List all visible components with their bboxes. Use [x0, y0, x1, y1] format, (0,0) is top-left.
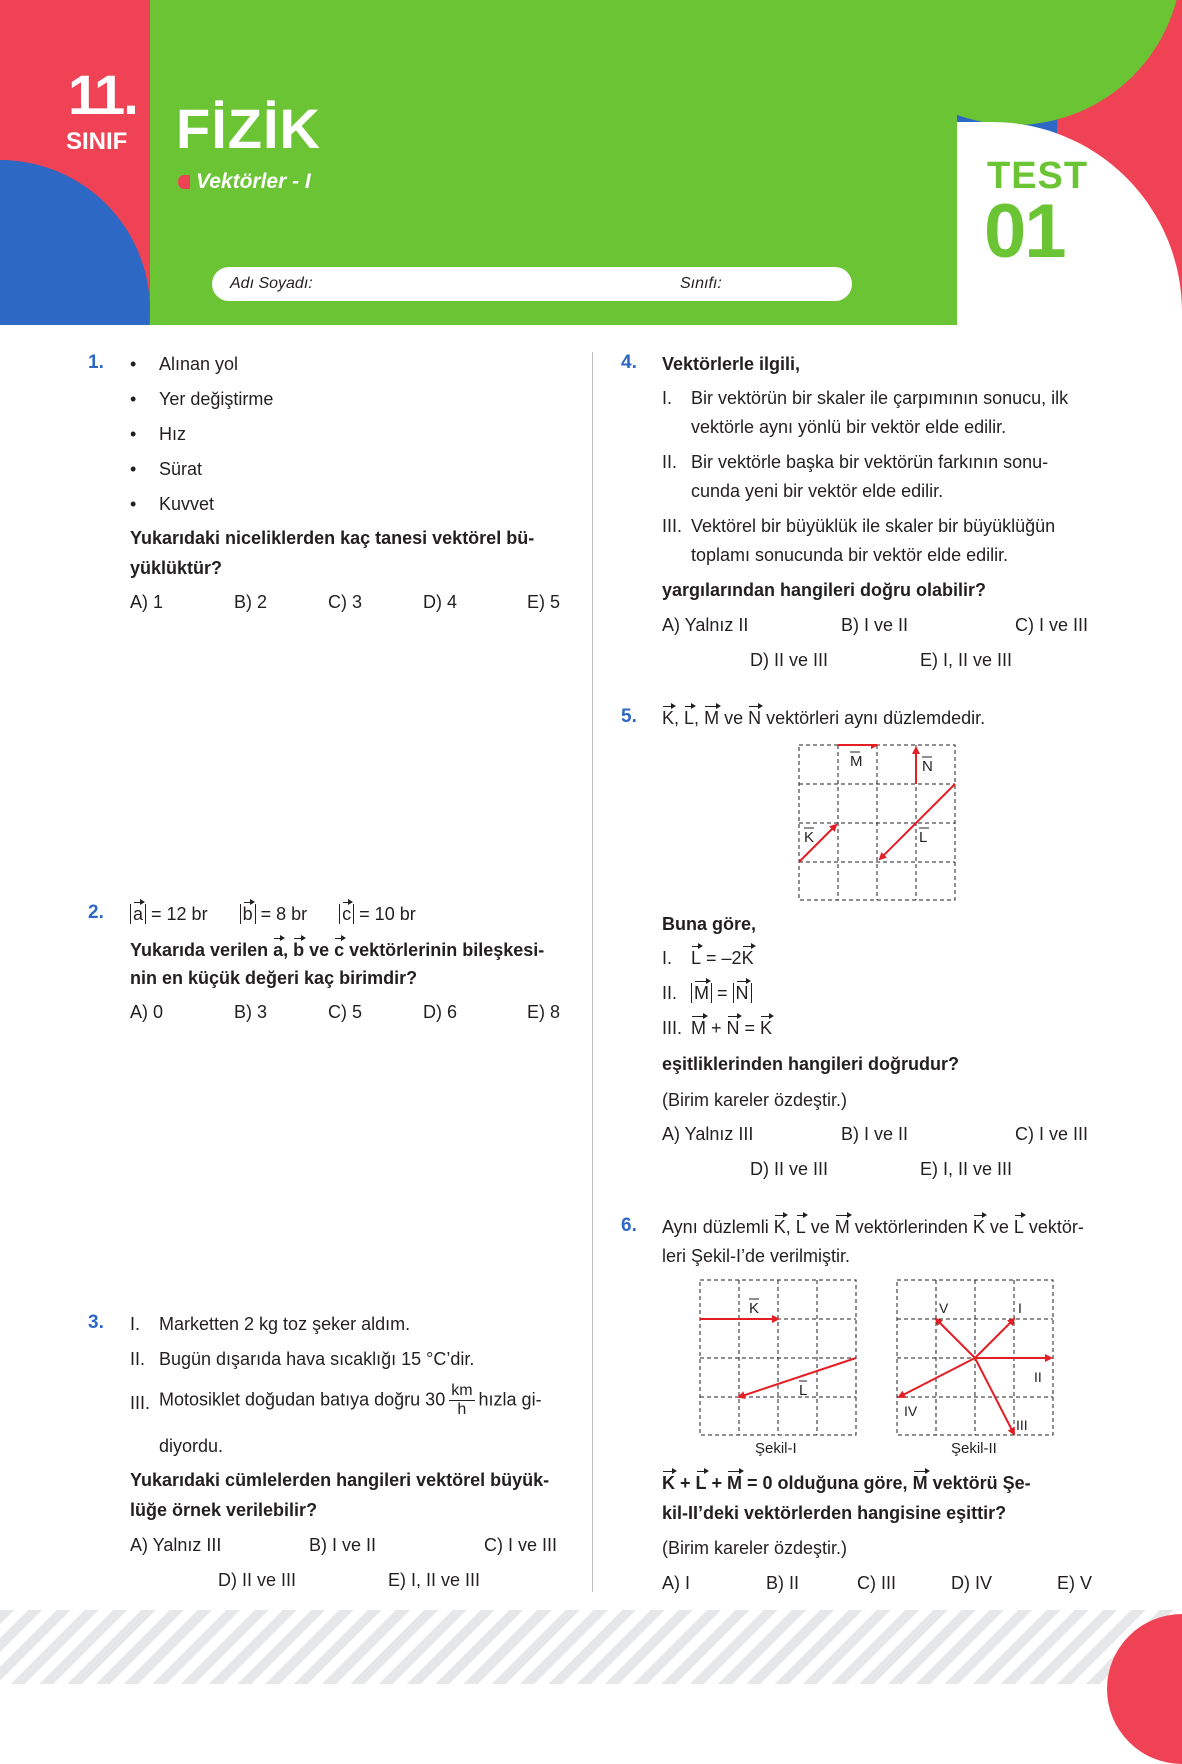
- q3-option-a[interactable]: A) Yalnız III: [130, 1535, 222, 1555]
- q1-option-e[interactable]: E) 5: [527, 592, 561, 612]
- q2-a-value: = 12 br: [146, 904, 208, 924]
- q5-vector-grid-figure: [798, 744, 958, 902]
- q1-option-b[interactable]: B) 2: [234, 592, 268, 612]
- vector-l: L: [795, 1217, 806, 1237]
- q2-abs-c: [339, 904, 354, 924]
- q6-stem-post: vektörü Şe-: [927, 1473, 1031, 1493]
- vector-l: L: [691, 948, 702, 968]
- q1-bullet-dot: •: [130, 389, 137, 409]
- q1-bullet-item: Hız: [159, 424, 186, 444]
- q6-intro-line2: leri Şekil-I’de verilmiştir.: [662, 1246, 851, 1266]
- q5-label-l: L: [919, 829, 928, 846]
- grade-number: 11.: [68, 63, 137, 126]
- q3-item: Bugün dışarıda hava sıcaklığı 15 °C’dir.: [159, 1349, 475, 1369]
- q5-stem: eşitliklerinden hangileri doğrudur?: [662, 1054, 960, 1074]
- q1-bullet-item: Alınan yol: [159, 354, 239, 374]
- q2-abs-a: [130, 904, 146, 924]
- q2-b-value: = 8 br: [255, 904, 308, 924]
- q6-figure-2: [896, 1279, 1056, 1437]
- test-label: TEST: [987, 155, 1089, 197]
- q6-fig1-caption: Şekil-I: [755, 1440, 797, 1457]
- q6-stem-line1: [662, 1473, 1031, 1494]
- q5-intro: [662, 708, 985, 729]
- q3-item-cont: diyordu.: [159, 1436, 224, 1456]
- q5-eq2-mid: =: [712, 983, 733, 1003]
- q3-roman: III.: [130, 1393, 151, 1413]
- q2-c-value: = 10 br: [354, 904, 416, 924]
- vector-n: N: [748, 708, 762, 728]
- column-divider: [592, 352, 593, 1592]
- q1-stem-line1: Yukarıdaki niceliklerden kaç tanesi vektörel bü-: [130, 528, 535, 548]
- q6-fig2-arrow-iv: [899, 1358, 975, 1397]
- q1-bullet-item: Sürat: [159, 459, 203, 479]
- vector-n: N: [735, 983, 749, 1003]
- vector-m: M: [694, 983, 709, 1003]
- footer-stripes: [0, 1610, 1182, 1684]
- vector-k: K: [741, 948, 754, 968]
- q4-item-line1: Bir vektörün bir skaler ile çarpımının sonucu, ilk: [691, 388, 1069, 408]
- q5-eq2: [691, 983, 752, 1004]
- q6-fig1-arrow-l: [739, 1358, 856, 1397]
- q3-stem-line2: lüğe örnek verilebilir?: [130, 1500, 318, 1520]
- q1-bullet-item: Kuvvet: [159, 494, 215, 514]
- q4-item-line2: toplamı sonucunda bir vektör elde edilir.: [691, 545, 1009, 565]
- q6-intro-pre: Aynı düzlemli: [662, 1217, 774, 1237]
- vector-n: N: [726, 1018, 740, 1038]
- q3-roman: II.: [130, 1349, 146, 1369]
- q5-arrow-l: [880, 784, 955, 859]
- q6-fig2-arrow-v: [936, 1319, 975, 1358]
- q4-item-line2: cunda yeni bir vektör elde edilir.: [691, 481, 944, 501]
- q6-option-e[interactable]: E) V: [1057, 1573, 1093, 1593]
- q6-fig2-arrow-iii: [975, 1358, 1014, 1434]
- q5-sep: ,: [694, 708, 705, 728]
- q2-stem-post: vektörlerinin bileşkesi-: [344, 940, 545, 960]
- q3-fraction: [449, 1382, 474, 1419]
- q5-eq1: [691, 948, 754, 969]
- q5-number: 5.: [621, 706, 637, 727]
- q2-option-e[interactable]: E) 8: [527, 1002, 561, 1022]
- q6-ve: ve: [805, 1217, 835, 1237]
- q2-ve: ve: [304, 940, 335, 960]
- q1-stem-line2: yüklüktür?: [130, 558, 223, 578]
- q5-label-n: N: [922, 758, 933, 775]
- q1-bullet-dot: •: [130, 494, 137, 514]
- q2-abs-b: [240, 904, 256, 924]
- q5-eq2-roman: II.: [662, 983, 678, 1003]
- q3-frac-num: km: [451, 1382, 473, 1399]
- q4-number: 4.: [621, 352, 637, 373]
- q5-option-c[interactable]: C) I ve III: [1015, 1124, 1089, 1144]
- vector-b: b: [242, 904, 253, 924]
- vector-a: a: [133, 904, 144, 924]
- q5-equals: =: [739, 1018, 761, 1038]
- q3-option-b[interactable]: B) I ve II: [309, 1535, 377, 1555]
- vector-c: c: [334, 940, 345, 960]
- vector-k: K: [662, 1473, 675, 1493]
- q6-sep: ,: [785, 1217, 796, 1237]
- q6-option-c[interactable]: C) III: [857, 1573, 896, 1593]
- vector-m: M: [912, 1473, 928, 1493]
- vector-k: K: [662, 708, 675, 728]
- q2-option-c[interactable]: C) 5: [328, 1002, 363, 1022]
- q2-number: 2.: [88, 902, 104, 923]
- test-number: 01: [984, 189, 1065, 274]
- vector-m: M: [727, 1473, 743, 1493]
- q6-intro-mid: vektörlerinden: [849, 1217, 973, 1237]
- q5-option-e[interactable]: E) I, II ve III: [920, 1159, 1013, 1179]
- q4-roman: III.: [662, 516, 683, 536]
- q4-option-c[interactable]: C) I ve III: [1015, 615, 1089, 635]
- q6-option-b[interactable]: B) II: [766, 1573, 800, 1593]
- q5-label-m: M: [850, 753, 863, 770]
- q1-bullet-dot: •: [130, 459, 137, 479]
- q5-sep: ,: [674, 708, 685, 728]
- vector-l: L: [695, 1473, 707, 1493]
- q3-item: Marketten 2 kg toz şeker aldım.: [159, 1314, 411, 1334]
- q6-plus: +: [675, 1473, 696, 1493]
- q6-fig2-label-ii: II: [1034, 1369, 1042, 1385]
- q6-fig2-label-iv: IV: [904, 1403, 918, 1419]
- q3-option-d[interactable]: D) II ve III: [218, 1570, 297, 1590]
- q6-fig1-label-k: K: [749, 1300, 760, 1317]
- q5-eq1-mid: = –2: [701, 948, 742, 968]
- q6-fig2-caption: Şekil-II: [951, 1440, 997, 1457]
- topic-bullet-icon: [178, 175, 190, 189]
- q4-item-line1: Vektörel bir büyüklük ile skaler bir büyüklüğün: [691, 516, 1056, 536]
- q4-item-line1: Bir vektörle başka bir vektörün farkının sonu-: [691, 452, 1049, 472]
- q3-item: [159, 1382, 542, 1419]
- q1-option-d[interactable]: D) 4: [423, 592, 458, 612]
- q5-plus: +: [706, 1018, 727, 1038]
- vector-k: K: [760, 1018, 773, 1038]
- q3-stem-line1: Yukarıdaki cümlelerden hangileri vektörel büyük-: [130, 1470, 550, 1490]
- q3-option-c[interactable]: C) I ve III: [484, 1535, 558, 1555]
- q1-option-c[interactable]: C) 3: [328, 592, 363, 612]
- q6-stem-line2: kil-II’deki vektörlerden hangisine eşittir?: [662, 1503, 1007, 1523]
- q6-plus: +: [706, 1473, 728, 1493]
- q2-option-a[interactable]: A) 0: [130, 1002, 164, 1022]
- q2-stem-line1: [130, 940, 544, 961]
- student-info-bar[interactable]: [212, 267, 852, 301]
- q3-item-text: Motosiklet doğudan batıya doğru 30: [159, 1389, 446, 1410]
- q2-magnitudes: [130, 904, 416, 925]
- q5-abs-n: [733, 983, 752, 1003]
- q1-bullet-item: Yer değiştirme: [159, 389, 274, 409]
- q4-roman: I.: [662, 388, 673, 408]
- q6-option-a[interactable]: A) I: [662, 1573, 691, 1593]
- q6-note: (Birim kareler özdeştir.): [662, 1538, 848, 1558]
- q6-fig1-grid: [700, 1280, 856, 1435]
- q1-bullet-dot: •: [130, 354, 137, 374]
- q4-stem: yargılarından hangileri doğru olabilir?: [662, 580, 987, 600]
- name-label: Adı Soyadı:: [230, 275, 313, 292]
- q6-intro-post: vektör-: [1023, 1217, 1084, 1237]
- class-label: Sınıfı:: [680, 275, 722, 292]
- vector-l: L: [1013, 1217, 1024, 1237]
- q4-title: Vektörlerle ilgili,: [662, 354, 801, 374]
- q5-option-a[interactable]: A) Yalnız III: [662, 1124, 754, 1144]
- q2-stem-line2: nin en küçük değeri kaç birimdir?: [130, 968, 418, 988]
- q6-fig2-label-v: V: [939, 1300, 949, 1316]
- vector-a: a: [273, 940, 284, 960]
- q4-option-b[interactable]: B) I ve II: [841, 615, 909, 635]
- q1-number: 1.: [88, 352, 104, 373]
- q3-option-e[interactable]: E) I, II ve III: [388, 1570, 481, 1590]
- q5-option-d[interactable]: D) II ve III: [750, 1159, 829, 1179]
- q1-bullet-dot: •: [130, 424, 137, 444]
- topic-title: [178, 170, 311, 194]
- q5-ve: ve: [719, 708, 749, 728]
- subject-title: FİZİK: [176, 97, 321, 160]
- q5-eq1-roman: I.: [662, 948, 673, 968]
- q6-ve: ve: [984, 1217, 1014, 1237]
- q5-intro-post: vektörleri aynı düzlemdedir.: [761, 708, 986, 728]
- q6-fig2-label-i: I: [1018, 1300, 1022, 1316]
- vector-k: K: [773, 1217, 786, 1237]
- q4-option-a[interactable]: A) Yalnız II: [662, 615, 749, 635]
- q3-number: 3.: [88, 1312, 104, 1333]
- q4-option-e[interactable]: E) I, II ve III: [920, 650, 1013, 670]
- q3-item-text-after: hızla gi-: [478, 1389, 542, 1410]
- q2-stem-pre: Yukarıda verilen: [130, 940, 274, 960]
- q5-label-k: K: [804, 829, 815, 846]
- grade-word: SINIF: [66, 128, 128, 155]
- topic-text: Vektörler - I: [196, 170, 311, 193]
- q2-option-d[interactable]: D) 6: [423, 1002, 458, 1022]
- q5-abs-m: [691, 983, 712, 1003]
- vector-m: M: [691, 1018, 706, 1038]
- q1-option-a[interactable]: A) 1: [130, 592, 164, 612]
- q5-eq3: [691, 1018, 772, 1039]
- q4-item-line2: vektörle aynı yönlü bir vektör elde edilir.: [691, 417, 1007, 437]
- q6-number: 6.: [621, 1215, 637, 1236]
- q6-stem-mid: = 0 olduğuna göre,: [742, 1473, 913, 1493]
- q5-note: (Birim kareler özdeştir.): [662, 1090, 848, 1110]
- q6-fig2-arrow-i: [975, 1319, 1014, 1358]
- q6-intro-line1: [662, 1217, 1084, 1238]
- q6-option-d[interactable]: D) IV: [951, 1573, 993, 1593]
- q6-fig2-label-iii: III: [1016, 1417, 1028, 1433]
- vector-b: b: [293, 940, 305, 960]
- q2-comma: ,: [283, 940, 294, 960]
- q5-option-b[interactable]: B) I ve II: [841, 1124, 909, 1144]
- vector-m: M: [704, 708, 720, 728]
- q5-eq3-roman: III.: [662, 1018, 683, 1038]
- q3-roman: I.: [130, 1314, 141, 1334]
- q6-fig1-label-l: L: [799, 1382, 808, 1399]
- q2-option-b[interactable]: B) 3: [234, 1002, 268, 1022]
- q4-roman: II.: [662, 452, 678, 472]
- q3-frac-den: h: [457, 1401, 467, 1418]
- vector-c: c: [342, 904, 352, 924]
- vector-l: L: [684, 708, 695, 728]
- vector-k: K: [972, 1217, 985, 1237]
- q6-figure-1: [699, 1279, 859, 1437]
- q4-option-d[interactable]: D) II ve III: [750, 650, 829, 670]
- vector-m: M: [834, 1217, 850, 1237]
- q5-lead: Buna göre,: [662, 914, 757, 934]
